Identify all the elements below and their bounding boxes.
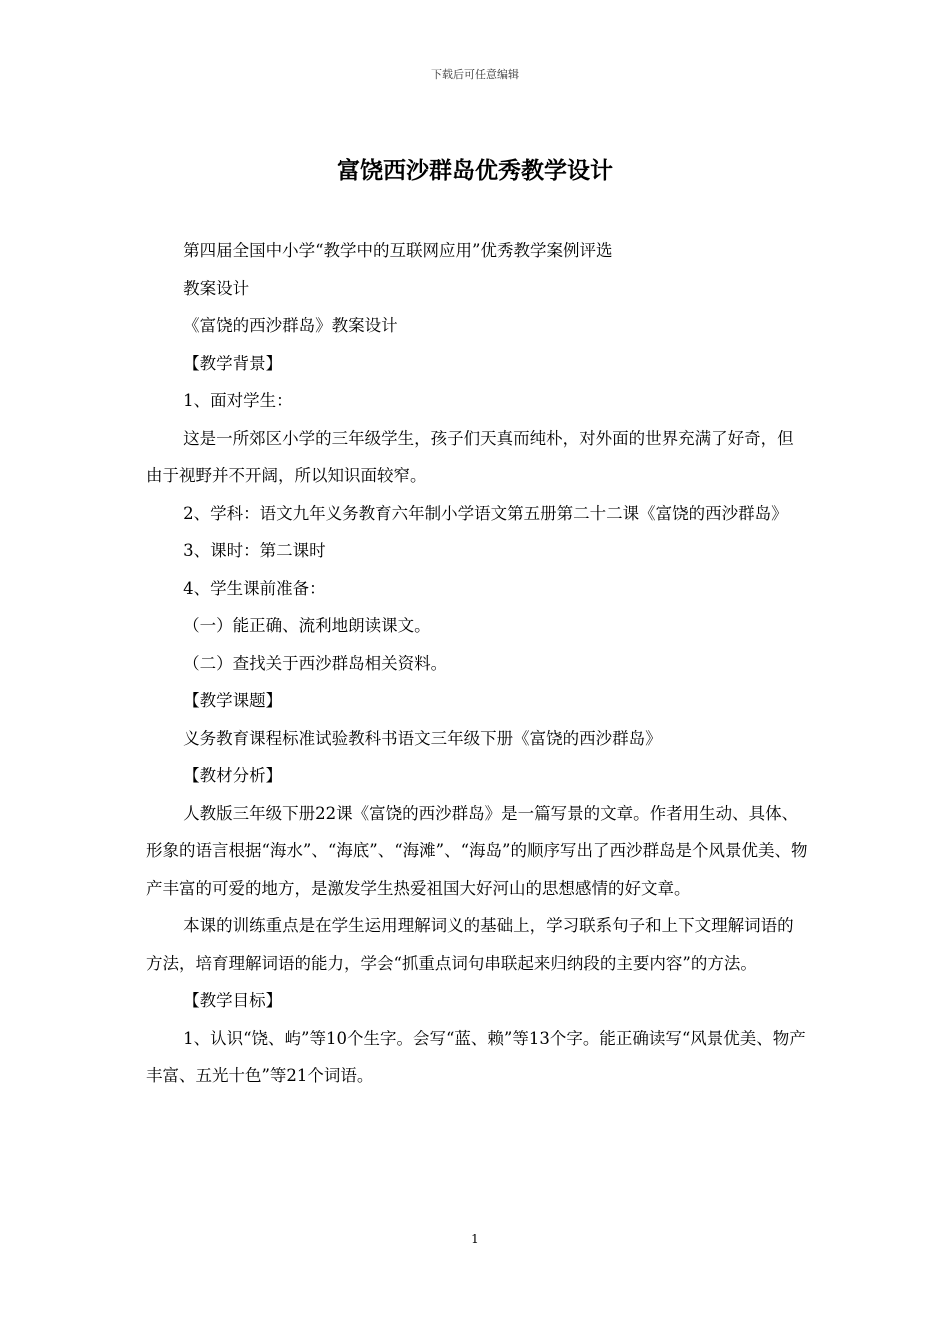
paragraph: （一）能正确、流利地朗读课文。 [183, 616, 431, 635]
section-heading: 【教材分析】 [183, 766, 283, 785]
section-heading: 【教学目标】 [183, 991, 283, 1010]
paragraph: 3、课时：第二课时 [183, 541, 326, 560]
paragraph: 1、认识“饶、屿”等10个生字。会写“蓝、赖”等13个字。能正确读写“风景优美、物产丰富、五光十色”等21个词语。 [146, 1028, 806, 1085]
section-heading: 【教学背景】 [183, 353, 283, 373]
document-title: 富饶西沙群岛优秀教学设计 [337, 157, 613, 184]
paragraph: 教案设计 [183, 278, 250, 298]
section-heading: 【教学课题】 [183, 691, 283, 710]
page-number: 1 [471, 1232, 479, 1246]
paragraph: 4、学生课前准备： [183, 578, 326, 598]
paragraph: 这是一所郊区小学的三年级学生，孩子们天真而纯朴，对外面的世界充满了好奇，但由于视野并不开阔，所以知识面较窄。 [146, 428, 794, 485]
paragraph: 义务教育课程标准试验教科书语文三年级下册《富饶的西沙群岛》 [183, 728, 662, 748]
paragraph: 人教版三年级下册22课《富饶的西沙群岛》是一篇写景的文章。作者用生动、具体、形象的语言根据“海水”、“海底”、“海滩”、“海岛”的顺序写出了西沙群岛是个风景优美、物产丰富的可爱的地方，是激发学生热爱祖国大好河山的思想感情的好文章。 [146, 803, 808, 898]
paragraph: （二）查找关于西沙群岛相关资料。 [183, 653, 448, 673]
paragraph: 2、学科：语文九年义务教育六年制小学语文第五册第二十二课《富饶的西沙群岛》 [183, 503, 788, 523]
paragraph: 1、面对学生： [183, 391, 293, 410]
paragraph: 本课的训练重点是在学生运用理解词义的基础上，学习联系句子和上下文理解词语的方法，培育理解词语的能力，学会“抓重点词句串联起来归纳段的主要内容”的方法。 [146, 916, 794, 973]
paragraph: 第四届全国中小学“教学中的互联网应用”优秀教学案例评选 [183, 241, 613, 260]
paragraph: 《富饶的西沙群岛》教案设计 [183, 316, 398, 335]
header-note: 下载后可任意编辑 [431, 68, 519, 81]
document-body [146, 232, 810, 1095]
